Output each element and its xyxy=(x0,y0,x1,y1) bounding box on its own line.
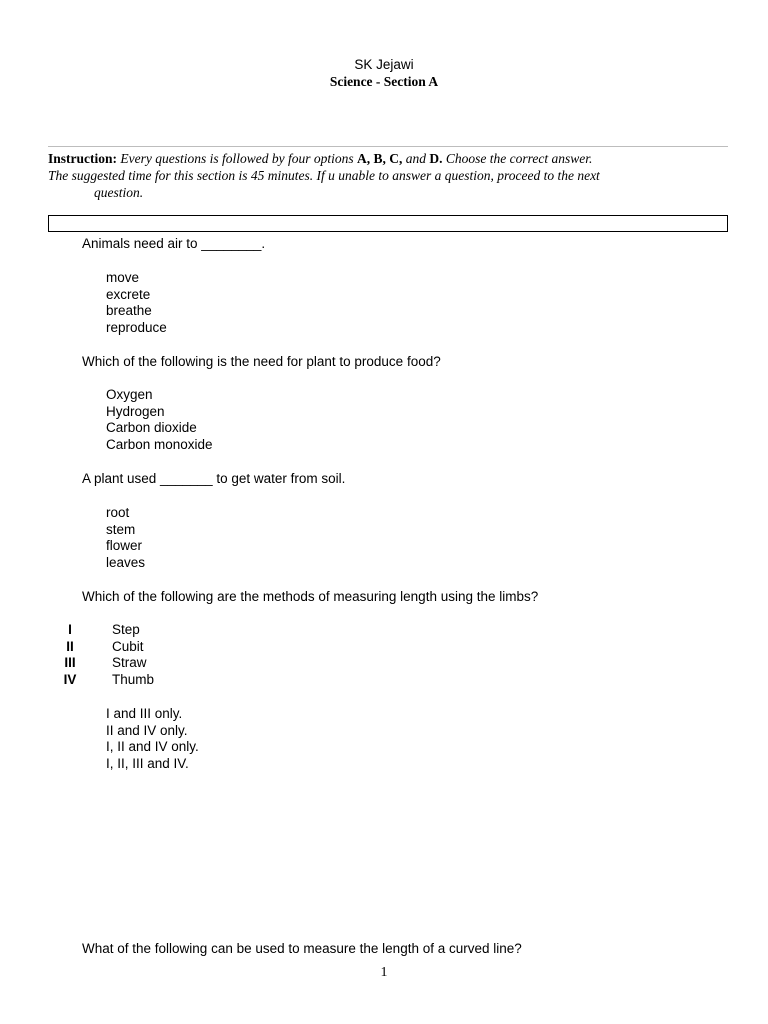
question-2-options xyxy=(106,387,213,454)
question-2: Which of the following is the need for plant to produce food? xyxy=(82,354,441,369)
roman-numeral: IV xyxy=(63,672,77,688)
statement-text: Thumb xyxy=(112,672,155,688)
instruction-line-1 xyxy=(48,150,738,167)
statement-text: Step xyxy=(112,622,140,637)
instruction-line-3: question. xyxy=(94,185,144,200)
instruction-and: and xyxy=(402,151,430,166)
instruction-text-2: Choose the correct answer. xyxy=(442,151,593,166)
statement-row xyxy=(56,655,147,672)
option: flower xyxy=(106,538,143,554)
question-3-options xyxy=(106,505,145,572)
option: II and IV only. xyxy=(106,722,188,738)
roman-numeral: II xyxy=(66,638,74,654)
statement-text: Cubit xyxy=(112,638,144,654)
instruction-letters: A, B, C, xyxy=(357,151,403,166)
option: Hydrogen xyxy=(106,403,165,419)
option: root xyxy=(106,505,130,520)
option: Carbon dioxide xyxy=(106,420,197,436)
question-1: Animals need air to ________. xyxy=(82,236,266,251)
statement-row xyxy=(56,672,155,689)
statement-row xyxy=(56,638,144,656)
page-number: 1 xyxy=(380,965,388,980)
instruction-line-2: The suggested time for this section is 45 minutes. If u unable to answer a question, proceed to the next xyxy=(48,168,600,183)
option: Oxygen xyxy=(106,387,153,402)
statement-text: Straw xyxy=(112,655,147,671)
header-divider xyxy=(48,146,728,147)
option: move xyxy=(106,270,140,285)
option: excrete xyxy=(106,286,151,302)
question-1-options xyxy=(106,270,167,337)
option: I, II, III and IV. xyxy=(106,756,189,772)
option: stem xyxy=(106,521,136,537)
empty-box xyxy=(48,215,728,232)
roman-numeral: III xyxy=(64,655,76,671)
option: I, II and IV only. xyxy=(106,739,199,755)
option: reproduce xyxy=(106,320,167,336)
option: leaves xyxy=(106,555,146,571)
option: breathe xyxy=(106,303,152,319)
instruction-label: Instruction: xyxy=(48,151,118,166)
roman-numeral: I xyxy=(68,622,72,637)
section-title: Science - Section A xyxy=(329,74,439,89)
option: I and III only. xyxy=(106,706,183,721)
statement-row xyxy=(56,622,140,639)
instruction-block xyxy=(48,150,738,201)
question-4-statements xyxy=(56,622,155,689)
school-name: SK Jejawi xyxy=(354,57,414,72)
question-4-options xyxy=(106,706,199,773)
instruction-letter-d: D. xyxy=(429,151,443,166)
question-4: Which of the following are the methods of measuring length using the limbs? xyxy=(82,589,539,604)
question-5: What of the following can be used to measure the length of a curved line? xyxy=(82,941,522,956)
question-3: A plant used _______ to get water from soil. xyxy=(82,471,346,486)
instruction-text-1: Every questions is followed by four options xyxy=(117,151,357,166)
option: Carbon monoxide xyxy=(106,437,213,453)
